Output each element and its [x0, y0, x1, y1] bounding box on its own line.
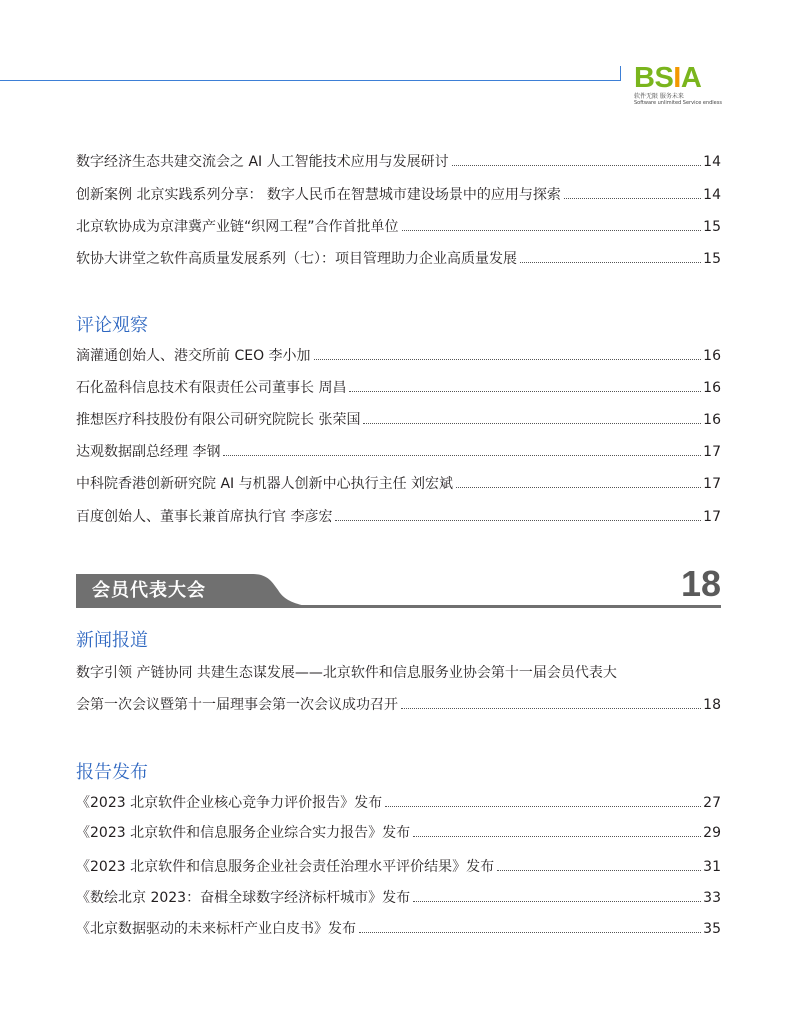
logo-letter-s: S	[654, 62, 674, 94]
toc-entry-page: 27	[703, 795, 721, 811]
toc-entry-title: 北京软协成为京津冀产业链“织网工程”合作首批单位	[76, 219, 399, 235]
dot-leader	[385, 806, 701, 807]
section-heading-commentary: 评论观察	[76, 315, 148, 336]
toc-entry-page: 31	[703, 859, 721, 875]
toc-entry-title: 软协大讲堂之软件高质量发展系列（七）：项目管理助力企业高质量发展	[76, 251, 517, 267]
toc-entry-title: 《北京数据驱动的未来标杆产业白皮书》发布	[76, 921, 356, 937]
header-rule-tick	[620, 66, 621, 81]
dot-leader	[349, 391, 701, 392]
toc-entry-page: 18	[703, 697, 721, 713]
toc-entry[interactable]	[76, 184, 721, 206]
dot-leader	[413, 901, 701, 902]
toc-entry-title: 《2023 北京软件和信息服务企业综合实力报告》发布	[76, 825, 411, 841]
toc-entry-title: 《数绘北京 2023：奋楫全球数字经济标杆城市》发布	[76, 890, 411, 906]
toc-entry-page: 16	[703, 380, 721, 396]
logo-slogan-cn: 软件无限 服务未来	[634, 93, 684, 100]
toc-entry-page: 17	[703, 509, 721, 525]
toc-entry-page: 14	[703, 154, 721, 170]
dot-leader	[223, 455, 701, 456]
toc-entry[interactable]	[76, 694, 721, 716]
toc-entry[interactable]	[76, 506, 721, 528]
logo-letter-a: A	[680, 62, 702, 94]
bsia-logo	[634, 62, 724, 112]
news-entry-line1[interactable]: 数字引领 产链协同 共建生态谋发展——北京软件和信息服务业协会第十一届会员代表大	[76, 665, 617, 681]
dot-leader	[335, 520, 701, 521]
dot-leader	[363, 423, 701, 424]
toc-entry[interactable]	[76, 918, 721, 940]
dot-leader	[401, 708, 701, 709]
logo-letter-i: I	[673, 62, 681, 94]
toc-entry[interactable]	[76, 792, 721, 814]
dot-leader	[497, 870, 701, 871]
toc-entry-title: 《2023 北京软件企业核心竞争力评价报告》发布	[76, 795, 383, 811]
toc-entry[interactable]	[76, 887, 721, 909]
toc-entry-title: 会第一次会议暨第十一届理事会第一次会议成功召开	[76, 697, 398, 713]
toc-entry-page: 16	[703, 348, 721, 364]
toc-entry-title: 百度创始人、董事长兼首席执行官 李彦宏	[76, 509, 333, 525]
toc-entry-title: 创新案例 北京实践系列分享： 数字人民币在智慧城市建设场景中的应用与探索	[76, 187, 561, 203]
toc-entry-page: 15	[703, 219, 721, 235]
bsia-logo-mark	[634, 62, 724, 92]
toc-entry-page: 29	[703, 825, 721, 841]
dot-leader	[413, 836, 701, 837]
toc-entry-page: 35	[703, 921, 721, 937]
section-banner	[76, 563, 721, 608]
toc-entry-title: 数字经济生态共建交流会之 AI 人工智能技术应用与发展研讨	[76, 154, 449, 170]
toc-entry-title: 中科院香港创新研究院 AI 与机器人创新中心执行主任 刘宏斌	[76, 476, 454, 492]
toc-entry[interactable]	[76, 377, 721, 399]
toc-entry[interactable]	[76, 248, 721, 270]
dot-leader	[564, 198, 701, 199]
dot-leader	[452, 165, 702, 166]
toc-entry-title: 达观数据副总经理 李钢	[76, 444, 221, 460]
toc-entry[interactable]	[76, 216, 721, 238]
logo-slogan-en: Software unlimited Service endless	[634, 100, 722, 106]
toc-entry[interactable]	[76, 441, 721, 463]
toc-entry[interactable]	[76, 856, 721, 878]
toc-entry[interactable]	[76, 822, 721, 844]
toc-entry-title: 《2023 北京软件和信息服务企业社会责任治理水平评价结果》发布	[76, 859, 495, 875]
section-heading-reports: 报告发布	[76, 762, 148, 783]
toc-entry-page: 15	[703, 251, 721, 267]
toc-entry-page: 14	[703, 187, 721, 203]
logo-letter-b: B	[634, 62, 655, 94]
dot-leader	[520, 262, 701, 263]
toc-entry-title: 推想医疗科技股份有限公司研究院院长 张荣国	[76, 412, 361, 428]
toc-entry[interactable]	[76, 151, 721, 173]
section-heading-news: 新闻报道	[76, 630, 148, 651]
toc-entry-title: 石化盈科信息技术有限责任公司董事长 周昌	[76, 380, 347, 396]
toc-entry[interactable]	[76, 345, 721, 367]
banner-page-number: 18	[680, 563, 721, 604]
banner-label: 会员代表大会	[92, 580, 206, 601]
toc-entry-title: 滴灌通创始人、港交所前 CEO 李小加	[76, 348, 311, 364]
toc-entry[interactable]	[76, 409, 721, 431]
toc-entry-page: 33	[703, 890, 721, 906]
dot-leader	[456, 487, 701, 488]
dot-leader	[359, 932, 701, 933]
dot-leader	[314, 359, 702, 360]
toc-entry-page: 16	[703, 412, 721, 428]
toc-entry-page: 17	[703, 444, 721, 460]
dot-leader	[402, 230, 702, 231]
toc-entry-page: 17	[703, 476, 721, 492]
header-rule	[0, 80, 620, 81]
toc-entry[interactable]	[76, 473, 721, 495]
